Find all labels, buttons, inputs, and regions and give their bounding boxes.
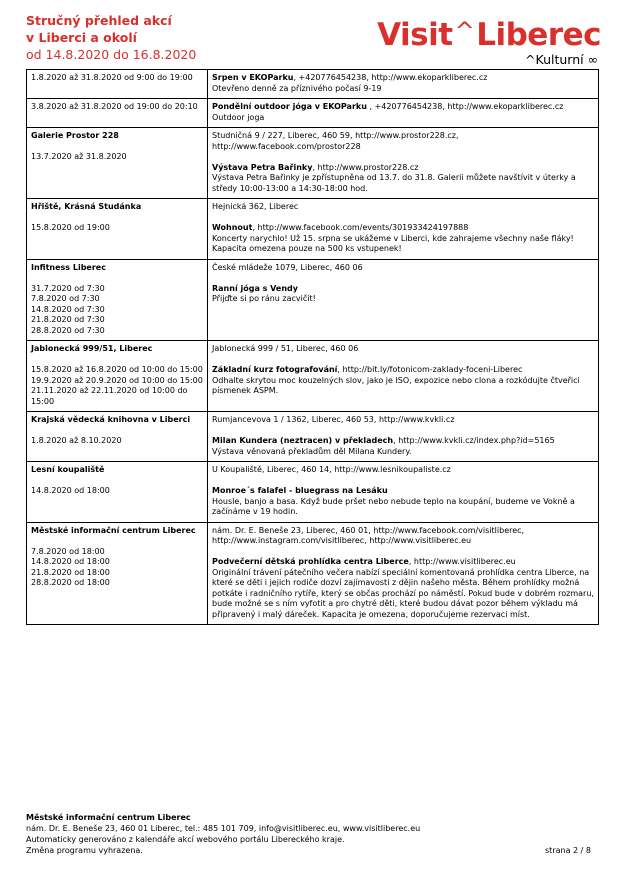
- spacer: [31, 142, 203, 153]
- event-contact: , http://www.facebook.com/events/301933424197888: [252, 223, 469, 232]
- event-contact: , http://bit.ly/fotonicom-zaklady-foceni-Liberec: [337, 365, 523, 374]
- event-date: 7.8.2020 od 18:00: [31, 546, 105, 556]
- venue-name: Infitness Liberec: [31, 262, 106, 272]
- event-date: 13.7.2020 až 31.8.2020: [31, 152, 127, 161]
- event-row: [27, 70, 599, 99]
- event-description: Housle, banjo a basa. Když bude pršet nebo nebude teplo na koupání, budeme ve Vokně a začínáme v 19 hodin.: [212, 496, 575, 516]
- event-contact: , http://www.visitliberec.eu: [408, 557, 516, 566]
- event-date: 21.8.2020 od 18:00: [31, 567, 110, 577]
- spacer: [212, 273, 594, 284]
- event-venue-cell: [27, 522, 208, 625]
- event-row: [27, 259, 599, 341]
- event-date: 19.9.2020 až 20.9.2020 od 10:00 do 15:00: [31, 375, 203, 385]
- event-venue-cell: [27, 259, 208, 341]
- event-title: Srpen v EKOParku: [212, 73, 294, 82]
- page-number: strana 2 / 8: [545, 846, 591, 855]
- event-title: Podvečerní dětská prohlídka centra Liberce: [212, 557, 409, 566]
- event-description: Outdoor joga: [212, 112, 265, 122]
- event-venue-cell: [27, 128, 208, 199]
- event-row: [27, 522, 599, 625]
- spacer: [31, 536, 203, 547]
- event-detail-cell: [208, 259, 599, 341]
- event-date: 14.8.2020 od 18:00: [31, 486, 110, 495]
- event-venue-cell: [27, 199, 208, 260]
- event-description: Otevřeno denně za příznivého počasí 9-19: [212, 83, 382, 93]
- event-heading: [212, 436, 594, 447]
- logo-tagline: ^Kulturní ∞: [525, 52, 598, 67]
- spacer: [31, 273, 203, 284]
- event-description: Originální trávení pátečního večera nabízí speciální komentovaná prohlídka centra Liberce, na které se děti i jejich rodiče dozví zajímavosti z dějin našeho města. Během prohlídky možná potkáte i radničního rytíře, který se občas prochází po náměstí. Pokud bude v dobrém rozmaru, bude možné se s ním vyfotit a pro chytré děti, které budou dávat pozor během výkladu má připravený i malý dáreček. Kapacita je omezena, doporučujeme rezervaci míst.: [212, 567, 594, 619]
- visit-liberec-logo: [377, 14, 601, 67]
- event-row: [27, 341, 599, 412]
- page-header: [26, 12, 601, 72]
- venue-address: Hejnická 362, Liberec: [212, 202, 299, 211]
- footer-org-name: Městské informační centrum Liberec: [26, 813, 191, 822]
- event-venue-cell: [27, 341, 208, 412]
- event-description: Výstava věnovaná překladům děl Milana Kundery.: [212, 446, 412, 456]
- footer-note: Automaticky generováno z kalendáře akcí webového portálu Libereckého kraje.: [26, 835, 345, 844]
- event-heading: [212, 557, 594, 568]
- logo-wordmark: [377, 14, 601, 52]
- spacer: [212, 426, 594, 437]
- event-date: 21.8.2020 od 7:30: [31, 315, 105, 324]
- spacer: [212, 476, 594, 487]
- venue-address: U Koupaliště, Liberec, 460 14, http://www.lesnikoupaliste.cz: [212, 465, 451, 474]
- event-contact: , +420776454238, http://www.ekoparkliberec.cz: [293, 73, 488, 82]
- event-date: 1.8.2020 až 31.8.2020 od 9:00 do 19:00: [31, 73, 193, 82]
- event-heading: [212, 163, 594, 174]
- event-venue-cell: [27, 412, 208, 462]
- venue-name: Jablonecká 999/51, Liberec: [31, 344, 153, 353]
- venue-name: Městské informační centrum Liberec: [31, 525, 196, 535]
- event-date: 14.8.2020 od 18:00: [31, 557, 110, 566]
- event-title: Ranní jóga s Vendy: [212, 283, 298, 293]
- event-row: [27, 462, 599, 523]
- event-contact: , http://www.prostor228.cz: [312, 162, 419, 172]
- spacer: [212, 355, 594, 366]
- venue-name: Hřiště, Krásná Studánka: [31, 202, 142, 211]
- spacer: [31, 476, 203, 487]
- event-heading: [212, 486, 594, 497]
- events-table-body: [27, 70, 599, 625]
- event-description: Výstava Petra Bařinky je zpřístupněna od 13.7. do 31.8. Galerii můžete navštívit v úterky a středy 10:00-13:00 a 14:30-18:00 hod.: [212, 173, 576, 193]
- venue-address: Rumjancevova 1 / 1362, Liberec, 460 53, http://www.kvkli.cz: [212, 415, 455, 424]
- event-row: [27, 99, 599, 128]
- page-footer: [26, 812, 591, 856]
- venue-address: nám. Dr. E. Beneše 23, Liberec, 460 01, http://www.facebook.com/visitliberec, http://www.instagram.com/visitliberec, http://www.visitliberec.eu: [212, 525, 525, 545]
- document-title: [26, 12, 196, 63]
- event-venue-cell: [27, 99, 208, 128]
- event-detail-cell: [208, 199, 599, 260]
- spacer: [31, 426, 203, 437]
- event-title: Výstava Petra Bařinky: [212, 162, 313, 172]
- venue-address: Studničná 9 / 227, Liberec, 460 59, http://www.prostor228.cz, http://www.facebook.com/prostor228: [212, 131, 459, 151]
- event-detail-cell: [208, 412, 599, 462]
- event-description: Odhalte skrytou moc kouzelných slov, jako je ISO, expozice nebo clona a rozkódujte čtveřici písmenek ASPM.: [212, 375, 580, 395]
- event-contact: , http://www.kvkli.cz/index.php?id=5165: [393, 436, 555, 445]
- logo-word-liberec: Liberec: [476, 17, 601, 53]
- event-venue-cell: [27, 462, 208, 523]
- event-detail-cell: [208, 99, 599, 128]
- event-row: [27, 199, 599, 260]
- event-row: [27, 128, 599, 199]
- event-date: 7.8.2020 od 7:30: [31, 294, 100, 303]
- event-title: Pondělní outdoor jóga v EKOParku: [212, 102, 367, 111]
- footer-disclaimer: Změna programu vyhrazena.: [26, 846, 143, 855]
- event-title: Milan Kundera (neztracen) v překladech: [212, 436, 394, 445]
- venue-address: Jablonecká 999 / 51, Liberec, 460 06: [212, 344, 359, 353]
- event-heading: [212, 73, 594, 84]
- event-date: 28.8.2020 od 18:00: [31, 578, 110, 587]
- event-heading: [212, 223, 594, 234]
- title-line-1: Stručný přehled akcí: [26, 13, 172, 28]
- venue-name: Krajská vědecká knihovna v Liberci: [31, 415, 191, 424]
- spacer: [212, 547, 594, 558]
- event-date: 21.11.2020 až 22.11.2020 od 10:00 do 15:00: [31, 386, 188, 406]
- spacer: [212, 152, 594, 163]
- event-row: [27, 412, 599, 462]
- event-title: Monroe´s falafel - bluegrass na Lesáku: [212, 486, 388, 495]
- spacer: [212, 213, 594, 224]
- event-title: Wohnout: [212, 223, 253, 232]
- venue-name: Lesní koupaliště: [31, 465, 105, 474]
- event-contact: , +420776454238, http://www.ekoparkliberec.cz: [366, 102, 564, 111]
- date-range: od 14.8.2020 do 16.8.2020: [26, 47, 197, 62]
- event-detail-cell: [208, 462, 599, 523]
- event-date: 15.8.2020 až 16.8.2020 od 10:00 do 15:00: [31, 365, 203, 374]
- title-line-2: v Liberci a okolí: [26, 30, 137, 45]
- footer-contact: nám. Dr. E. Beneše 23, 460 01 Liberec, tel.: 485 101 709, info@visitliberec.eu, www.visitliberec.eu: [26, 824, 421, 833]
- event-detail-cell: [208, 341, 599, 412]
- event-detail-cell: [208, 70, 599, 99]
- events-table: [26, 69, 599, 625]
- event-date: 28.8.2020 od 7:30: [31, 325, 105, 335]
- logo-caret: ^: [454, 17, 475, 45]
- event-heading: [212, 284, 594, 295]
- event-venue-cell: [27, 70, 208, 99]
- event-date: 31.7.2020 od 7:30: [31, 283, 105, 293]
- logo-word-visit: Visit: [377, 17, 453, 53]
- spacer: [31, 355, 203, 366]
- event-date: 1.8.2020 až 8.10.2020: [31, 436, 122, 445]
- event-heading: [212, 102, 594, 113]
- spacer: [31, 213, 203, 224]
- event-detail-cell: [208, 128, 599, 199]
- venue-name: Galerie Prostor 228: [31, 131, 119, 140]
- event-date: 14.8.2020 od 7:30: [31, 304, 105, 314]
- event-description: Koncerty narychlo! Už 15. srpna se ukážeme v Liberci, kde zahrajeme všechny naše fláky! Kapacita omezena pouze na 500 ks vstupenek!: [212, 233, 574, 253]
- event-detail-cell: [208, 522, 599, 625]
- venue-address: České mládeže 1079, Liberec, 460 06: [212, 262, 363, 272]
- event-date: 3.8.2020 až 31.8.2020 od 19:00 do 20:10: [31, 102, 198, 111]
- event-date: 15.8.2020 od 19:00: [31, 223, 110, 232]
- event-title: Základní kurz fotografování: [212, 365, 338, 374]
- event-description: Přijďte si po ránu zacvičit!: [212, 294, 316, 303]
- event-heading: [212, 365, 594, 376]
